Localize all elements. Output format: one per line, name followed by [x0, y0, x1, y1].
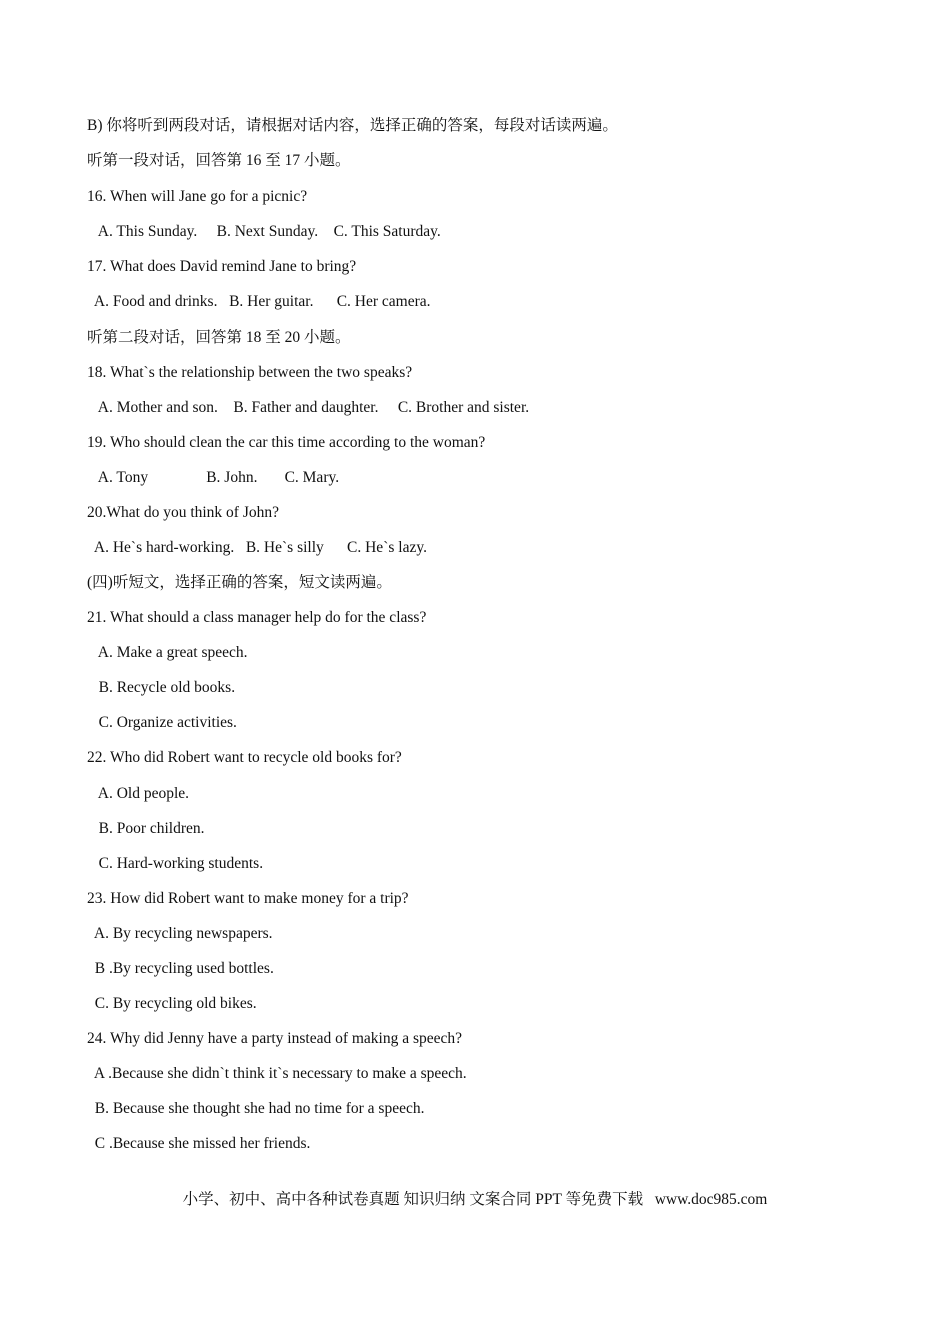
question-17-options: A. Food and drinks. B. Her guitar. C. Her camera. [87, 293, 431, 310]
question-21: 21. What should a class manager help do for the class? [87, 609, 427, 626]
question-24-option-b: B. Because she thought she had no time for a speech. [87, 1100, 425, 1117]
page-footer: 小学、初中、高中各种试卷真题 知识归纳 文案合同 PPT 等免费下载 www.doc985.com [182, 1191, 768, 1208]
question-21-option-b: B. Recycle old books. [87, 679, 236, 696]
dialogue-1-instruction: 听第一段对话，回答第 16 至 17 小题。 [87, 152, 351, 169]
question-22-option-a: A. Old people. [87, 785, 190, 802]
question-20: 20.What do you think of John? [87, 504, 280, 521]
question-22-option-b: B. Poor children. [87, 820, 205, 837]
question-24-option-a: A .Because she didn`t think it`s necessary to make a speech. [87, 1065, 467, 1082]
question-21-option-a: A. Make a great speech. [87, 644, 248, 661]
question-19-options: A. Tony B. John. C. Mary. [87, 469, 340, 486]
question-18: 18. What`s the relationship between the two speaks? [87, 364, 413, 381]
question-19: 19. Who should clean the car this time according to the woman? [87, 434, 486, 451]
question-24-option-c: C .Because she missed her friends. [87, 1135, 311, 1152]
question-23-option-c: C. By recycling old bikes. [87, 995, 257, 1012]
question-16-options: A. This Sunday. B. Next Sunday. C. This Saturday. [87, 223, 441, 240]
question-22-option-c: C. Hard-working students. [87, 855, 264, 872]
question-17: 17. What does David remind Jane to bring? [87, 258, 357, 275]
question-24: 24. Why did Jenny have a party instead of making a speech? [87, 1030, 463, 1047]
question-20-options: A. He`s hard-working. B. He`s silly C. He`s lazy. [87, 539, 427, 556]
question-23-option-a: A. By recycling newspapers. [87, 925, 273, 942]
section-4-instruction: (四)听短文，选择正确的答案，短文读两遍。 [87, 574, 392, 591]
question-21-option-c: C. Organize activities. [87, 714, 237, 731]
question-18-options: A. Mother and son. B. Father and daughter. C. Brother and sister. [87, 399, 530, 416]
question-23-option-b: B .By recycling used bottles. [87, 960, 274, 977]
question-16: 16. When will Jane go for a picnic? [87, 188, 308, 205]
question-23: 23. How did Robert want to make money for a trip? [87, 890, 409, 907]
question-22: 22. Who did Robert want to recycle old books for? [87, 749, 402, 766]
dialogue-2-instruction: 听第二段对话，回答第 18 至 20 小题。 [87, 329, 351, 346]
section-b-instruction: B) 你将听到两段对话，请根据对话内容，选择正确的答案，每段对话读两遍。 [87, 117, 618, 134]
